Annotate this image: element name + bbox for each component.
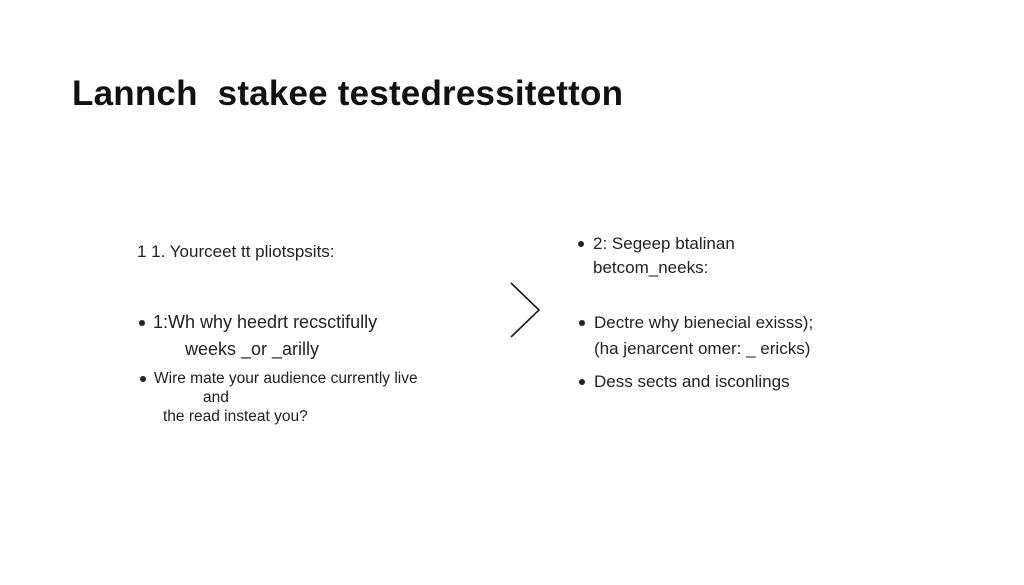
left-item-2-line-1: Wire mate your audience currently live — [154, 370, 418, 387]
bullet-icon — [579, 320, 585, 326]
bullet-icon — [139, 320, 145, 326]
right-item-1-line-2: (ha jenarcent omer: _ ericks) — [594, 339, 811, 358]
left-item-2-line-2: and — [203, 389, 229, 406]
title-word-1: Lannch — [72, 74, 198, 113]
page-title — [72, 74, 623, 114]
right-section-heading-line-1: 2: Segeep btalinan — [593, 234, 735, 253]
bullet-icon — [579, 379, 585, 385]
right-item-1-line-1: Dectre why bienecial exisss); — [594, 313, 814, 332]
right-section-heading-line-2: betcom_neeks: — [593, 258, 709, 277]
right-item-2: Dess sects and isconlings — [594, 372, 790, 391]
title-word-2: stakee testedressitetton — [217, 74, 624, 113]
left-item-1-line-2: weeks _or _arilly — [185, 339, 320, 359]
left-section-heading: 1 1. Yourceet tt pliotspsits: — [137, 242, 335, 261]
bullet-icon — [578, 241, 584, 247]
chevron-right-icon — [506, 280, 546, 340]
left-item-2-line-3: the read insteat you? — [163, 408, 308, 425]
bullet-icon — [140, 376, 146, 382]
left-item-1-line-1: 1:Wh why heedrt recsctifully — [153, 312, 378, 332]
